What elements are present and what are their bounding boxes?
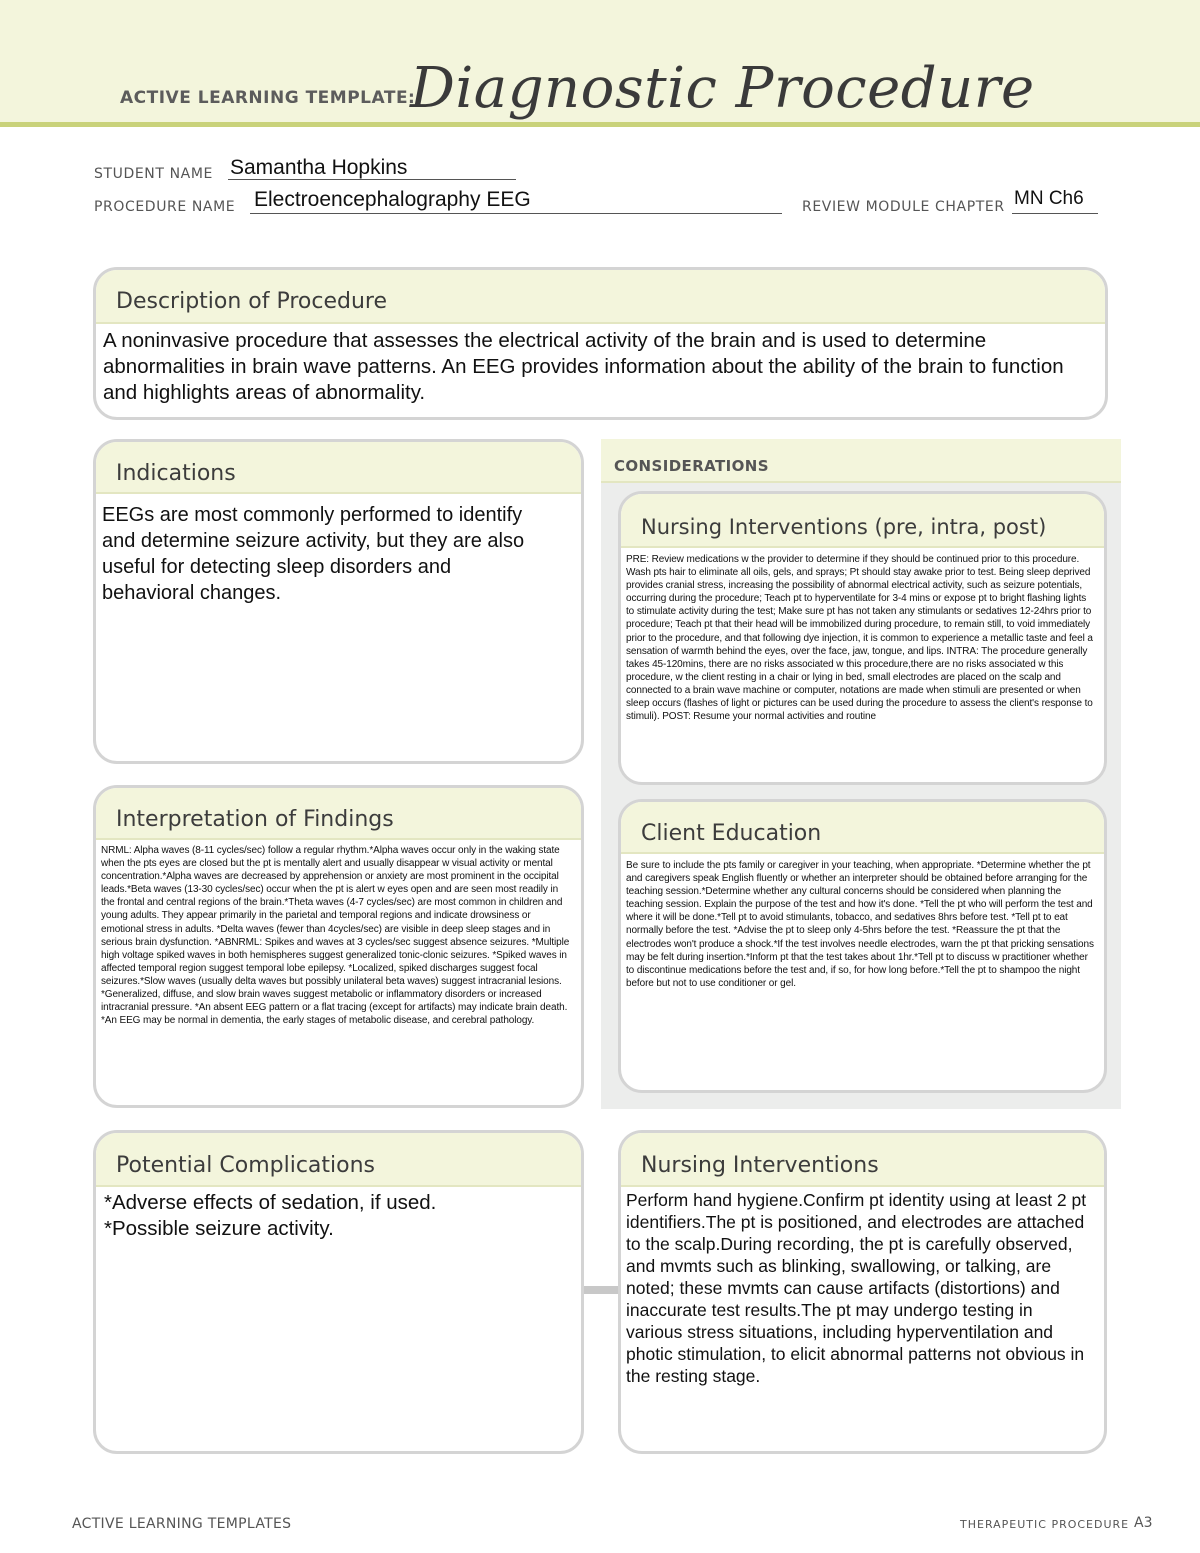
procedure-name-label: PROCEDURE NAME xyxy=(94,199,236,215)
indications-title: Indications xyxy=(116,461,236,486)
interpretation-body[interactable]: NRML: Alpha waves (8-11 cycles/sec) follow a regular rhythm.*Alpha waves occur only in the waking state when the pts eyes are closed but the pt is mentally alert and usually disappear w visual activity or mental concentration.*Alpha waves are decreased by apprehension or anxiety are most prominent in the occipital leads.*Beta waves (13-30 cycles/sec) occur when the pt is alert w eyes open and are seen most readily in the frontal and central regions of the brain.*Theta waves (4-7 cycles/sec) are most common in children and young adults. They appear primarily in the parietal and temporal regions and indicate drowsiness or emotional stress in adults. *Delta waves (fewer than 4cycles/sec) are visible in deep sleep stages and in serious brain dysfunction. *ABNRML: Spikes and waves at 3 cycles/sec suggest absence seizures. *Multiple high voltage spiked waves in both hemispheres suggest generalized tonic-clonic seizures. *Spiked waves in affected temporal region suggest temporal lobe epilepsy. *Localized, spiked discharges suggest focal seizures.*Slow waves (usually delta waves but possibly unilateral beta waves) suggest intracranial lesions. *Generalized, diffuse, and slow brain waves suggest metabolic or inflammatory disorders or increased intracranial pressure. *An absent EEG pattern or a flat tracing (except for artifacts) may indicate brain death. *An EEG may be normal in dementia, the early stages of metabolic disease, and cerebral pathology. xyxy=(101,845,570,1027)
footer-left: ACTIVE LEARNING TEMPLATES xyxy=(72,1516,292,1532)
interpretation-title: Interpretation of Findings xyxy=(116,807,394,832)
description-body[interactable]: A noninvasive procedure that assesses the electrical activity of the brain and is used to determine abnormalities in brain wave patterns. An EEG provides information about the ability of the brain to function and highlights areas of abnormality. xyxy=(103,329,1064,404)
connector-bar xyxy=(584,1286,620,1294)
client-education-box xyxy=(618,799,1107,1093)
considerations-label: CONSIDERATIONS xyxy=(614,457,769,475)
nursing-interventions-body[interactable]: Perform hand hygiene.Confirm pt identity using at least 2 pt identifiers.The pt is positioned, and electrodes are attached to the scalp.During recording, the pt is carefully observed, and mvmts such as blinking, swallowing, or talking, are noted; these mvmts can cause artifacts (distortions) and inaccurate test results.The pt may undergo testing in various stress situations, including hyperventilation and photic stimulation, to elicit abnormal patterns not obvious in the resting stage. xyxy=(626,1190,1087,1386)
review-module-label: REVIEW MODULE CHAPTER xyxy=(802,199,1005,215)
complications-title: Potential Complications xyxy=(116,1153,375,1178)
complications-body[interactable] xyxy=(104,1190,573,1242)
student-name-field[interactable]: Samantha Hopkins xyxy=(230,156,408,179)
interpretation-box xyxy=(93,785,584,1108)
procedure-name-field[interactable]: Electroencephalography EEG xyxy=(254,188,531,211)
indications-box xyxy=(93,439,584,764)
complication-sedation: *Adverse effects of sedation, if used. xyxy=(104,1191,437,1214)
page-title: Diagnostic Procedure xyxy=(410,56,1035,121)
complication-seizure: *Possible seizure activity. xyxy=(104,1217,334,1240)
footer-page-number: A3 xyxy=(1134,1515,1153,1531)
client-education-body[interactable]: Be sure to include the pts family or caregiver in your teaching, when appropriate. *Determine whether the pt and caregivers speak English fluently or whether an interpreter should be obtained before arranging for the teaching session.*Determine whether any cultural concerns should be considered when planning the teaching session. Explain the purpose of the test and how it's done. *Tell the pt who will perform the test and where it will be done.*Tell pt to avoid stimulants, tobacco, and sedatives 8hrs before test. *Tell pt to eat normally before the test. *Advise the pt to sleep only 4-5hrs before the test. *Reassure the pt that the electrodes won't produce a shock.*If the test involves needle electrodes, warn the pt that pricking sensations may be felt during insertion.*Inform pt that the test takes about 1hr.*Tell pt to discuss w practitioner whether to discontinue medications before the test and, if so, for how long before.*Tell the pt to shampoo the night before but not to use conditioner or gel. xyxy=(626,860,1094,989)
indications-body[interactable]: EEGs are most commonly performed to identify and determine seizure activity, but they are also useful for detecting sleep disorders and behavioral changes. xyxy=(102,504,525,604)
nursing-pre-intra-post-title: Nursing Interventions (pre, intra, post) xyxy=(641,515,1047,539)
nursing-pre-intra-post-box xyxy=(618,491,1107,785)
description-title: Description of Procedure xyxy=(116,289,388,314)
nursing-pre-intra-post-body[interactable]: PRE: Review medications w the provider to determine if they should be continued prior to this procedure. Wash pts hair to eliminate all oils, gels, and sprays; Pt should stay awake prior to test. Being sleep deprived provides cranial stress, increasing the possibility of abnormal electrical activity, such as seizure potentials, occurring during the procedure; Teach pt to hyperventilate for 3-4 mins or expose pt to bright flashing lights to stimulate activity during the test; Make sure pt has not taken any stimulants or sedatives 12-24hrs prior to procedure; Teach pt that their head will be immobilized during procedure, to remain still, to void immediately prior to the procedure, and that following dye injection, it is common to experience a metallic taste and feel a sensation of warmth behind the eyes, over the face, jaw, tongue, and lips. INTRA: The procedure generally takes 45-120mins, there are no risks associated w this procedure,there are no risks associated w this procedure, w the client resting in a chair or lying in bed, small electrodes are placed on the scalp and connected to a brain wave machine or computer, notations are made when stimuli are presented or when sleep occurs (flashes of light or pictures can be used during the procedure to assess the client's response to stimuli). POST: Resume your normal activities and routine xyxy=(626,554,1093,723)
client-education-title: Client Education xyxy=(641,821,822,846)
complications-box xyxy=(93,1130,584,1454)
nursing-interventions-title: Nursing Interventions xyxy=(641,1153,879,1178)
footer-right: THERAPEUTIC PROCEDURE xyxy=(960,1518,1130,1531)
description-box xyxy=(93,267,1108,420)
nursing-interventions-box xyxy=(618,1130,1107,1454)
student-name-label: STUDENT NAME xyxy=(94,166,213,182)
review-module-field[interactable]: MN Ch6 xyxy=(1014,188,1084,209)
template-label: ACTIVE LEARNING TEMPLATE: xyxy=(120,88,416,108)
header-rule xyxy=(0,122,1200,127)
